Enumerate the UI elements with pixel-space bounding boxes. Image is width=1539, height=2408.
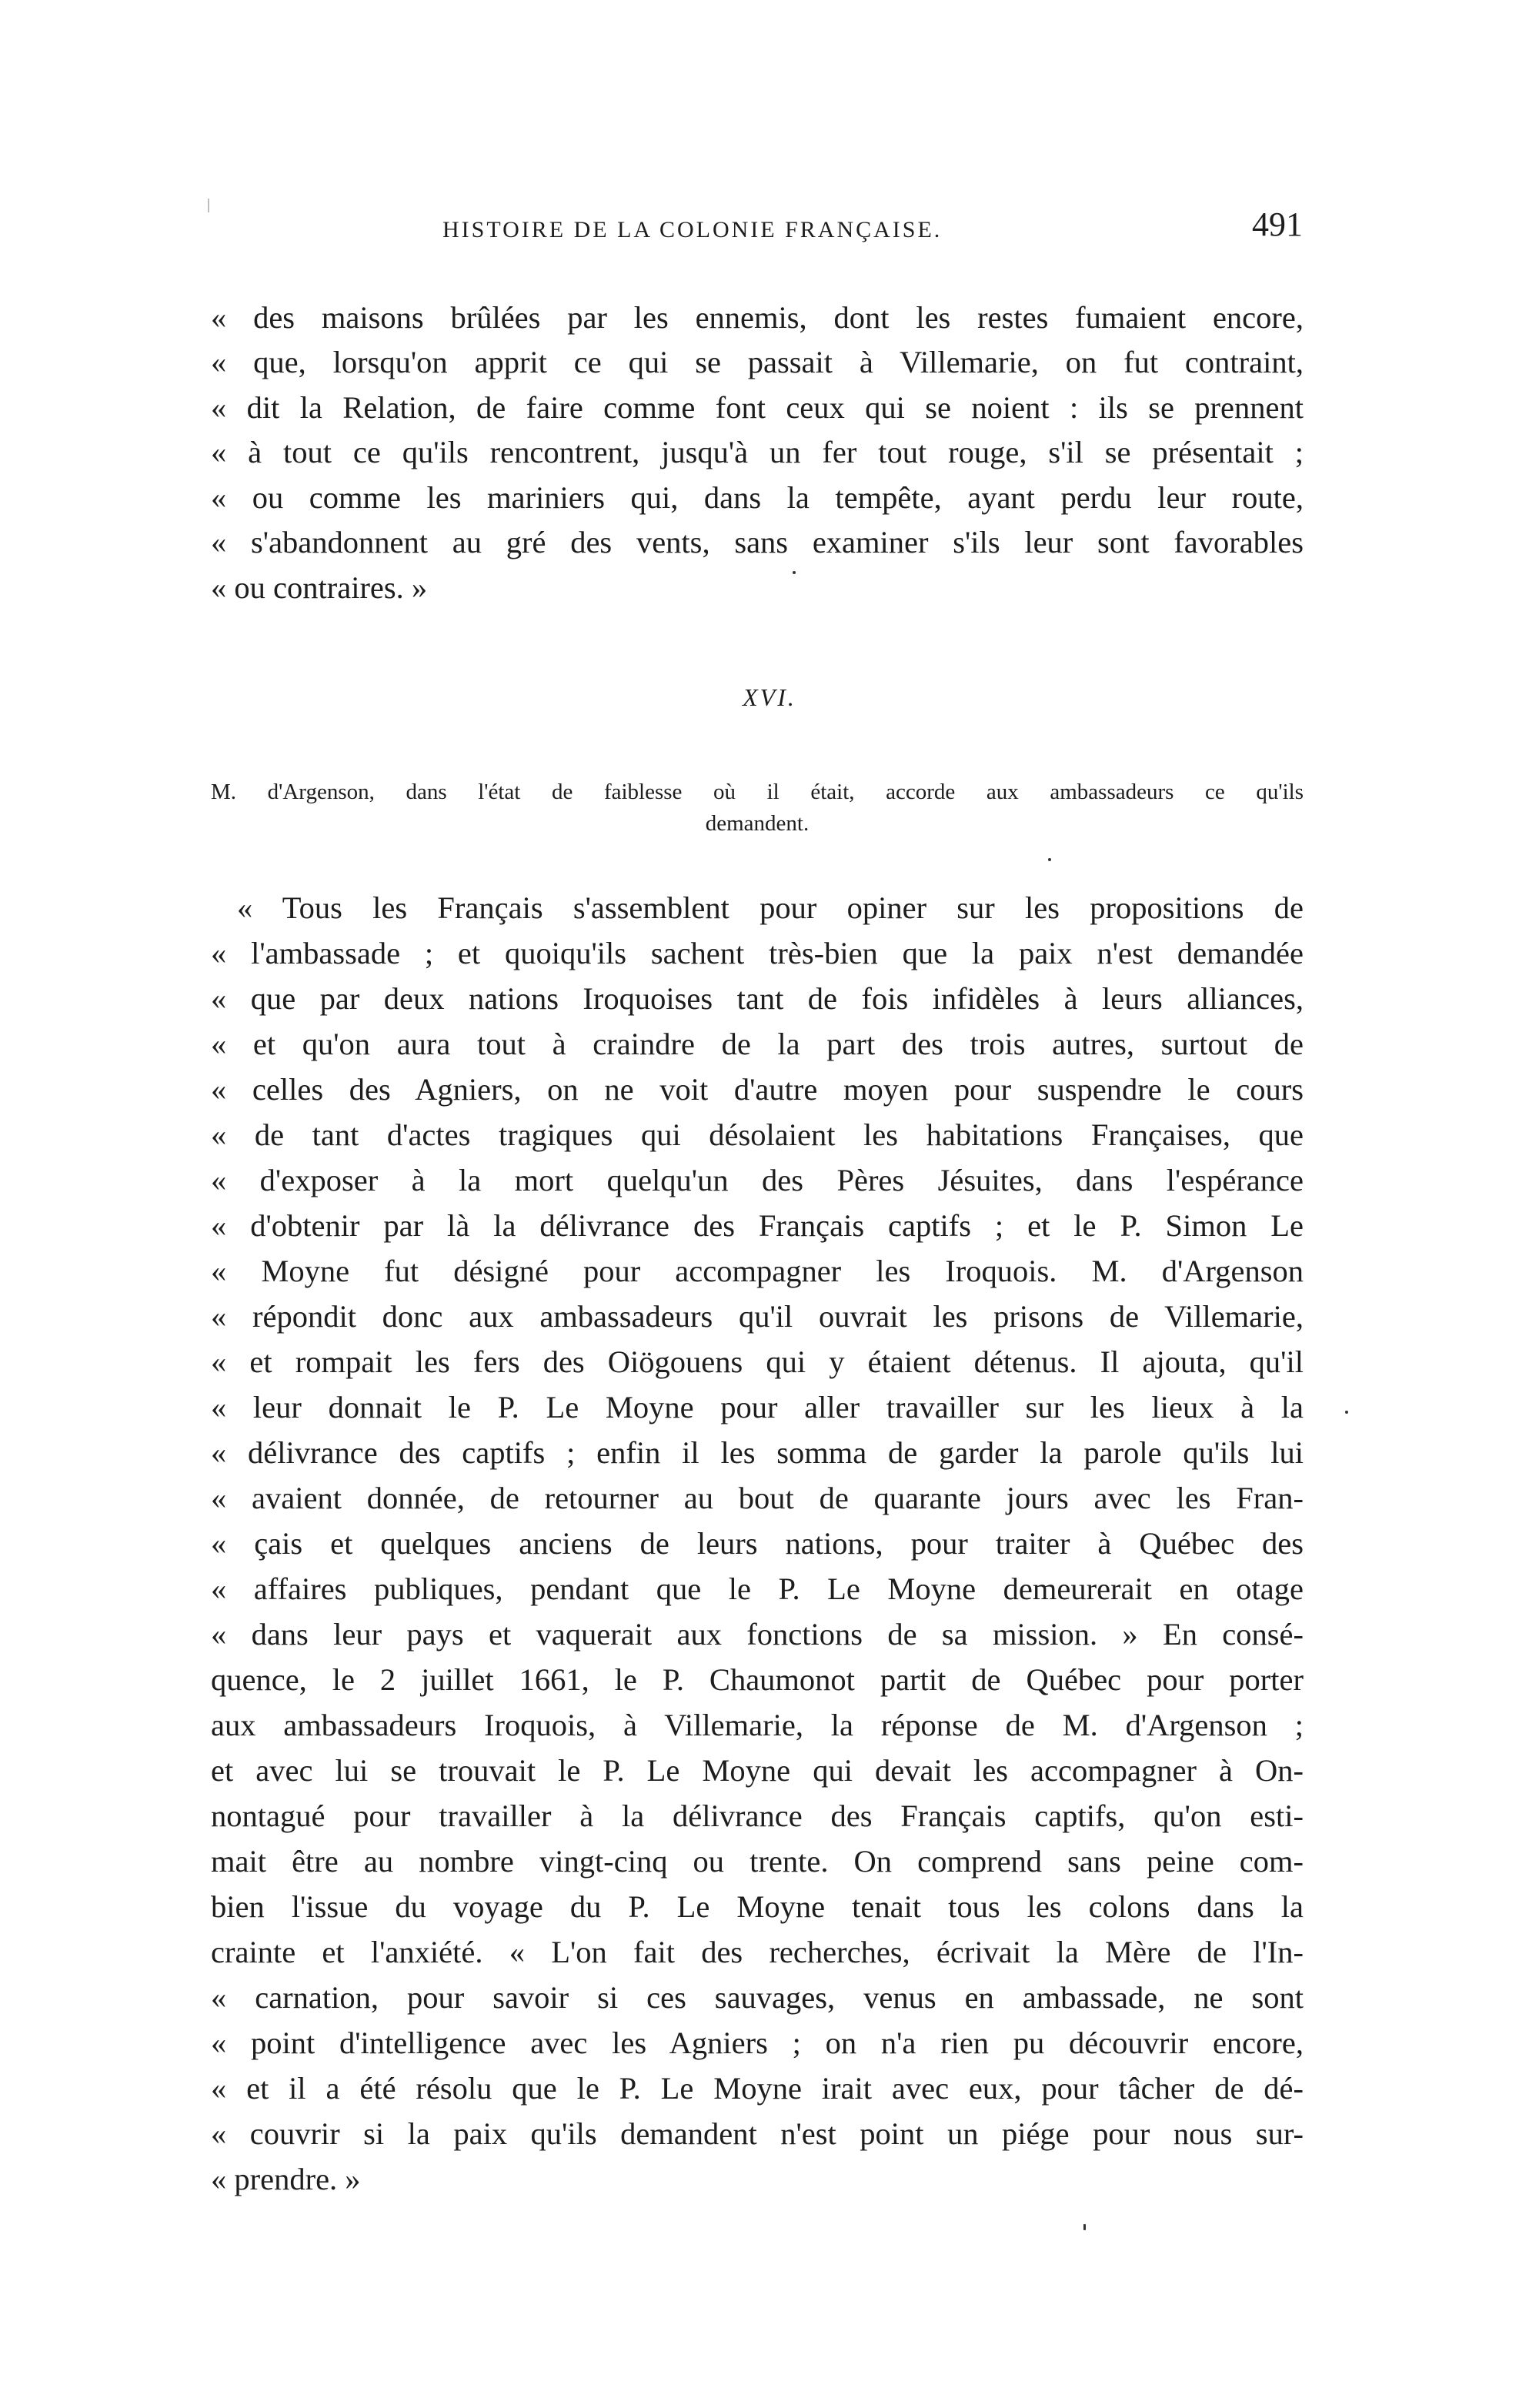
- body-line: bien l'issue du voyage du P. Le Moyne tenait tous les colons dans la: [211, 1889, 1304, 1924]
- body-line: « répondit donc aux ambassadeurs qu'il ouvrait les prisons de Villemarie,: [211, 1299, 1304, 1334]
- body-line: « affaires publiques, pendant que le P. Le Moyne demeurerait en otage: [211, 1571, 1304, 1606]
- body-line: « délivrance des captifs ; enfin il les somma de garder la parole qu'ils lui: [211, 1435, 1304, 1470]
- body-line: « Tous les Français s'assemblent pour opiner sur les propositions de: [237, 890, 1304, 925]
- body-line: « avaient donnée, de retourner au bout de quarante jours avec les Fran-: [211, 1481, 1304, 1515]
- quote-line: « des maisons brûlées par les ennemis, dont les restes fumaient encore,: [211, 300, 1304, 335]
- stray-ink-dot: [1345, 1411, 1348, 1414]
- body-line: « celles des Agniers, on ne voit d'autre moyen pour suspendre le cours: [211, 1072, 1304, 1107]
- body-line: « de tant d'actes tragiques qui désolaient les habitations Françaises, que: [211, 1117, 1304, 1152]
- quote-line: « s'abandonnent au gré des vents, sans examiner s'ils leur sont favorables: [211, 525, 1304, 559]
- body-line: « point d'intelligence avec les Agniers ; on n'a rien pu découvrir encore,: [211, 2026, 1304, 2060]
- stray-ink-dot: [1083, 2224, 1086, 2230]
- page-number: 491: [1252, 205, 1303, 243]
- body-line: quence, le 2 juillet 1661, le P. Chaumonot partit de Québec pour porter: [211, 1662, 1304, 1697]
- body-line: « d'obtenir par là la délivrance des Français captifs ; et le P. Simon Le: [211, 1208, 1304, 1243]
- body-line: « carnation, pour savoir si ces sauvages, venus en ambassade, ne sont: [211, 1980, 1304, 2015]
- quote-line: « que, lorsqu'on apprit ce qui se passait à Villemarie, on fut contraint,: [211, 345, 1304, 379]
- body-line: « et qu'on aura tout à craindre de la part des trois autres, surtout de: [211, 1027, 1304, 1061]
- body-line: aux ambassadeurs Iroquois, à Villemarie, la réponse de M. d'Argenson ;: [211, 1708, 1304, 1742]
- margin-tick-mark: [208, 199, 209, 212]
- body-line: « et il a été résolu que le P. Le Moyne irait avec eux, pour tâcher de dé-: [211, 2071, 1304, 2106]
- body-line: nontagué pour travailler à la délivrance des Français captifs, qu'on esti-: [211, 1798, 1304, 1833]
- body-line: « et rompait les fers des Oiögouens qui y étaient détenus. Il ajouta, qu'il: [211, 1344, 1304, 1379]
- quote-line: « dit la Relation, de faire comme font ceux qui se noient : ils se prennent: [211, 390, 1304, 425]
- running-title: HISTOIRE DE LA COLONIE FRANÇAISE.: [442, 217, 943, 242]
- section-summary-line: M. d'Argenson, dans l'état de faiblesse où il était, accorde aux ambassadeurs ce qu'ils: [211, 780, 1304, 804]
- stray-ink-dot: [793, 571, 796, 574]
- body-line: « çais et quelques anciens de leurs nations, pour traiter à Québec des: [211, 1526, 1304, 1561]
- body-line: « couvrir si la paix qu'ils demandent n'est point un piége pour nous sur-: [211, 2116, 1304, 2151]
- quote-line: « ou contraires. »: [211, 570, 428, 605]
- body-line: « prendre. »: [211, 2162, 361, 2196]
- body-line: crainte et l'anxiété. « L'on fait des recherches, écrivait la Mère de l'In-: [211, 1935, 1304, 1969]
- quote-line: « à tout ce qu'ils rencontrent, jusqu'à un fer tout rouge, s'il se présentait ;: [211, 435, 1304, 469]
- body-line: « leur donnait le P. Le Moyne pour aller travailler sur les lieux à la: [211, 1390, 1304, 1424]
- body-line: mait être au nombre vingt-cinq ou trente. On comprend sans peine com-: [211, 1844, 1304, 1879]
- body-line: « d'exposer à la mort quelqu'un des Pères Jésuites, dans l'espérance: [211, 1163, 1304, 1197]
- body-line: « Moyne fut désigné pour accompagner les Iroquois. M. d'Argenson: [211, 1254, 1304, 1288]
- body-line: et avec lui se trouvait le P. Le Moyne qui devait les accompagner à On-: [211, 1753, 1304, 1788]
- body-line: « l'ambassade ; et quoiqu'ils sachent très-bien que la paix n'est demandée: [211, 936, 1304, 970]
- quote-line: « ou comme les mariniers qui, dans la tempête, ayant perdu leur route,: [211, 480, 1304, 515]
- section-summary-line: demandent.: [705, 811, 810, 836]
- body-line: « que par deux nations Iroquoises tant de fois infidèles à leurs alliances,: [211, 981, 1304, 1016]
- section-number: XVI.: [743, 683, 796, 711]
- stray-ink-dot: [1048, 858, 1051, 861]
- body-line: « dans leur pays et vaquerait aux fonctions de sa mission. » En consé-: [211, 1617, 1304, 1652]
